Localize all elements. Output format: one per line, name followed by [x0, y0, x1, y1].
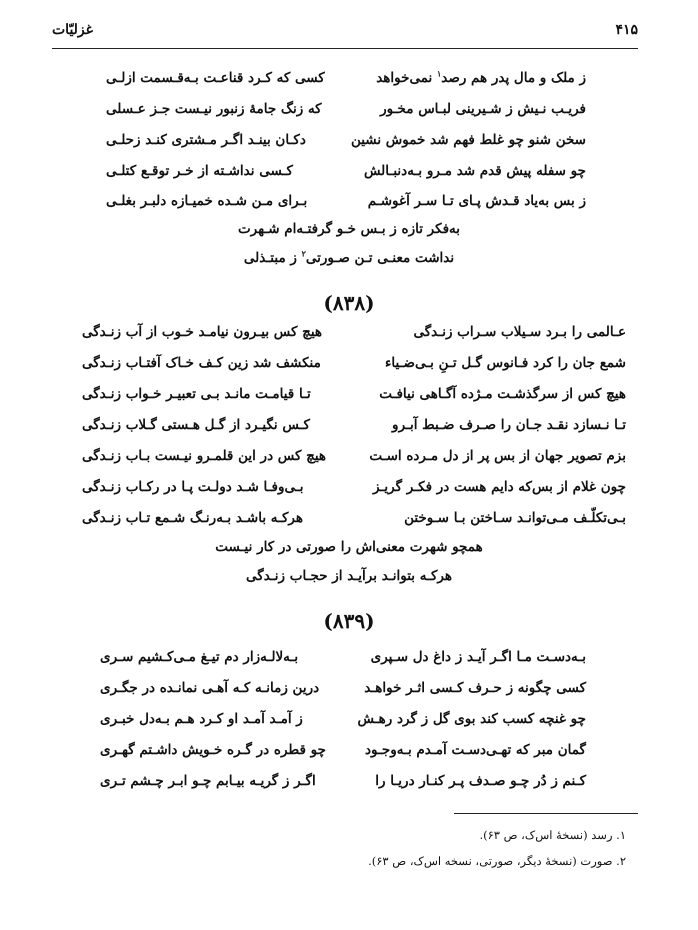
hemistich-second: هیچ کس در این قلمـرو نیـست بـاب زنـدگی [82, 448, 327, 464]
hemistich-first: عـالمی را بـرد سـیلاب سـراب زنـدگی [413, 324, 626, 340]
hemistich-first: چو غنچه کسب کند بوی گل ز گرد رهـش [357, 711, 586, 727]
ghazal-number: (۸۳۹) [323, 609, 375, 633]
hemistich-first: کسی چگونه ز حـرف کـسی اثـر خواهـد [364, 680, 586, 696]
couplet [106, 130, 586, 150]
hemistich-first: سخن شنو چو غلط فهم شد خموش نشین [350, 132, 586, 148]
hemistich-second: چو قطره در گـره خـویش داشـتم گهـری [100, 742, 326, 758]
hemistich-second: که زنگ جامهٔ زنبور نیـست جـز عـسلی [106, 101, 322, 117]
couplet [82, 353, 626, 373]
hemistich-second: دکـان بینـد اگـر مـشتری کنـد زحلـی [106, 132, 306, 148]
footnote: ۱. رسد (نسخهٔ اس‌ک، ص ۶۳). [479, 828, 626, 842]
hemistich-second: هرکـه باشـد بـه‌رنـگ شـمع تـاب زنـدگی [82, 510, 303, 526]
hemistich-second: کـس نگیـرد از گـل هـستی گـلاب زنـدگی [82, 417, 310, 433]
hemistich-second: ز آمـد آمـد او کـرد هـم بـه‌دل خبـری [100, 711, 303, 727]
hemistich-first: کـنم ز دُر چـو صـدف پـر کنـار دریـا را [375, 773, 586, 789]
couplet [100, 678, 586, 698]
hemistich-second: کسی که کـرد قناعـت بـه‌قـسمت ازلـی [106, 70, 325, 86]
couplet [82, 384, 626, 404]
hemistich-first: بـی‌تکلّـف مـی‌توانـد سـاختن بـا سـوختن [404, 510, 626, 526]
hemistich-second: بـه‌لالـه‌زار دم تیـغ مـی‌کـشیم سـری [100, 649, 299, 665]
hemistich-first: هیچ کس از سرگذشـت مـژده آگـاهی نیافـت [379, 386, 626, 402]
hemistich-first: چو سفله پیش قدم شد مـرو بـه‌دنبـالش [363, 163, 586, 179]
hemistich-first: بزم تصویر جهان از بس پر از دل مـرده اسـت [369, 448, 626, 464]
footnote-rule [454, 813, 638, 814]
hemistich-second: منکشف شد زین کـف خـاک آفتـاب زنـدگی [82, 355, 321, 371]
header-rule [52, 48, 638, 49]
running-header [52, 22, 638, 44]
couplet [82, 477, 626, 497]
hemistich-second: اگـر ز گریـه بیـابم چـو ابـر چـشم تـری [100, 773, 316, 789]
page-number: ۴۱۵ [615, 22, 638, 38]
hemistich-second: درین زمانـه کـه آهـی نمانـده در جگـری [100, 680, 320, 696]
hemistich-second: بـرای مـن شـده خمیـازه دلبـر بغلـی [106, 193, 308, 209]
hemistich-first: بـه‌دسـت مـا اگـر آیـد ز داغ دل سـپری [370, 649, 586, 665]
hemistich-first: تـا نـسازد نقـد جـان را صـرف ضـبط آبـرو [392, 417, 626, 433]
couplet [100, 771, 586, 791]
hemistich-first: ز ملک و مال پدر هم رصد$^۱$ نمی‌خواهد [376, 68, 586, 86]
footnote: ۲. صورت (نسخهٔ دیگر، صورتی، نسخه اس‌ک، ص ۶۳). [368, 854, 626, 868]
couplet [82, 322, 626, 342]
closing-line: هرکـه بتوانـد برآیـد از حجـاب زنـدگی [246, 568, 452, 584]
hemistich-first: چون غلام از بس‌که دایم هست در فکـر گریـز [372, 479, 626, 495]
couplet [106, 191, 586, 211]
couplet [106, 68, 586, 88]
couplet [106, 161, 586, 181]
footnote-mark: ۲ [301, 248, 306, 259]
closing-line: همچو شهرت معنی‌اش را صورتی در کار نیـست [215, 539, 483, 555]
couplet [100, 740, 586, 760]
couplet [82, 508, 626, 528]
footnote-mark: ۱ [436, 68, 442, 79]
couplet [82, 446, 626, 466]
hemistich-first: گمان مبر که تهـی‌دسـت آمـدم بـه‌وجـود [364, 742, 586, 758]
section-title: غزليّات [52, 22, 93, 38]
hemistich-first: ز بس به‌یاد قـدش پـای تـا سـر آغوشـم [367, 193, 586, 209]
hemistich-second: بـی‌وفـا شـد دولـت پـا در رکـاب زنـدگی [82, 479, 304, 495]
hemistich-second: کـسی نداشـته از خـر توقـع کتلـی [106, 163, 293, 179]
hemistich-first: فریـب نـیش ز شـیرینی لبـاس مخـور [380, 101, 586, 117]
hemistich-second: تـا قیامـت مانـد بـی تعبیـر خـواب زنـدگی [82, 386, 311, 402]
closing-line: به‌فکر تازه ز بـس خـو گرفتـه‌ام شـهرت [237, 221, 461, 237]
couplet [100, 647, 586, 667]
closing-line: نداشت معنـی تـن صـورتی$^۲$ ز مبتـذلی [243, 248, 455, 266]
ghazal-number: (۸۳۸) [323, 291, 375, 315]
couplet [82, 415, 626, 435]
hemistich-second: هیچ کس بیـرون نیامـد خـوب از آب زنـدگی [82, 324, 323, 340]
hemistich-first: شمع جان را کرد فـانوس گـل تـنِ بـی‌ضـیاء [385, 355, 626, 371]
couplet [100, 709, 586, 729]
couplet [106, 99, 586, 119]
